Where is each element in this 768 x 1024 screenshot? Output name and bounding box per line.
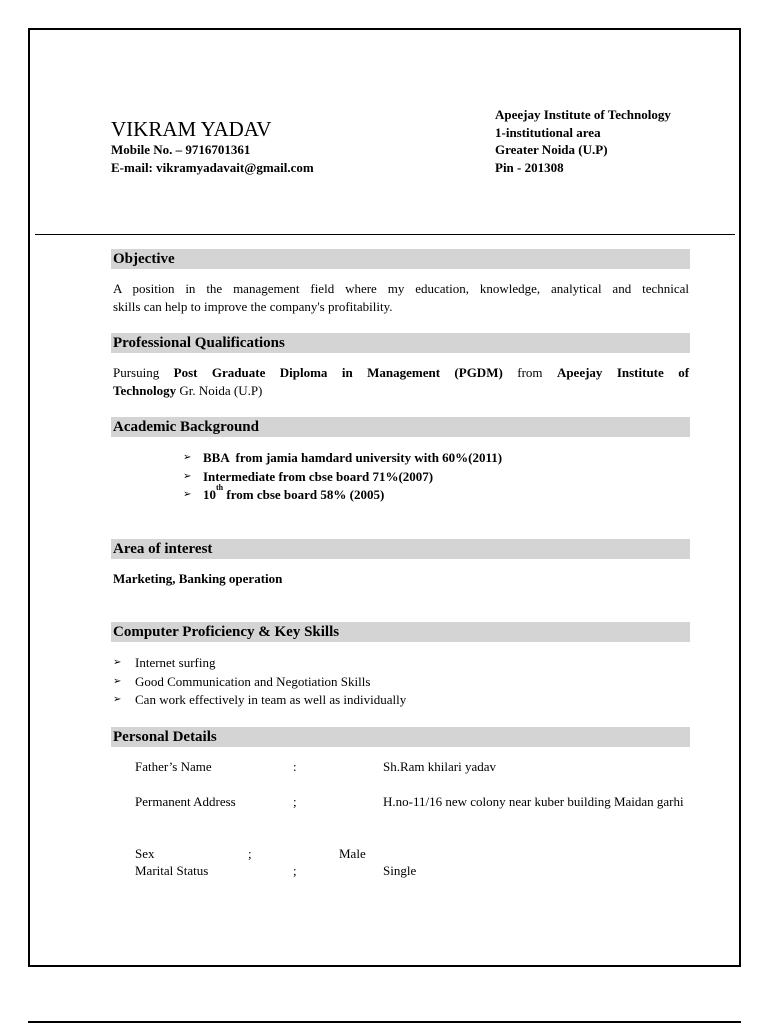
detail-separator: : <box>293 759 297 774</box>
arrow-bullet-icon <box>113 654 135 672</box>
detail-separator: ; <box>293 794 297 809</box>
professional-text <box>113 364 689 400</box>
area-of-interest-text: Marketing, Banking operation <box>113 571 283 586</box>
section-heading-personal-details: Personal Details <box>111 727 690 747</box>
list-item <box>183 483 385 504</box>
detail-label: Father’s Name <box>135 759 212 774</box>
header-divider <box>35 234 735 235</box>
detail-label: Marital Status <box>135 863 209 878</box>
grade-number: 10 <box>203 487 216 502</box>
detail-value: Male <box>339 846 366 861</box>
professional-line <box>113 364 689 382</box>
from-label: from <box>517 365 543 380</box>
detail-row-fathers-name <box>0 758 768 776</box>
arrow-bullet-icon <box>113 673 135 691</box>
list-item <box>183 449 502 467</box>
address-line-area: 1-institutional area <box>495 124 601 140</box>
section-heading-area-of-interest: Area of interest <box>111 539 690 559</box>
objective-line: A position in the management field where my education, knowledge, analytical and technical <box>113 281 689 296</box>
objective-text <box>113 280 689 316</box>
list-item <box>113 691 406 709</box>
academic-item-text: BBA from jamia hamdard university with 60%(2011) <box>203 450 503 465</box>
section-heading-computer-skills: Computer Proficiency & Key Skills <box>111 622 690 642</box>
detail-row-sex <box>0 845 768 863</box>
address-line-pin: Pin - 201308 <box>495 159 564 175</box>
section-heading-objective: Objective <box>111 249 690 269</box>
mobile-number: Mobile No. – 9716701361 <box>111 142 251 157</box>
professional-line <box>113 382 689 400</box>
academic-item-text <box>203 483 385 504</box>
arrow-bullet-icon <box>183 486 203 504</box>
email-address: E-mail: vikramyadavait@gmail.com <box>111 159 314 175</box>
objective-line: skills can help to improve the company's profitability. <box>113 299 393 314</box>
arrow-bullet-icon <box>183 449 203 467</box>
address-line-city: Greater Noida (U.P) <box>495 142 608 157</box>
arrow-bullet-icon <box>113 691 135 709</box>
detail-value: Sh.Ram khilari yadav <box>383 759 497 774</box>
program-name: Post Graduate Diploma in Management (PGDM) <box>173 365 503 380</box>
section-heading-academic-background: Academic Background <box>111 417 690 437</box>
detail-label: Permanent Address <box>135 794 236 809</box>
address-block <box>495 106 671 176</box>
detail-row-permanent-address <box>0 793 768 811</box>
academic-item-text: Intermediate from cbse board 71%(2007) <box>203 469 434 484</box>
detail-label: Sex <box>135 846 155 861</box>
arrow-bullet-icon <box>183 468 203 486</box>
institute-name: Technology <box>113 383 177 398</box>
detail-separator: ; <box>293 863 297 878</box>
academic-item-rest: from cbse board 58% (2005) <box>226 487 385 502</box>
skill-item-text: Can work effectively in team as well as individually <box>135 692 407 707</box>
contact-block <box>111 141 314 176</box>
skill-item-text: Good Communication and Negotiation Skills <box>135 674 371 689</box>
institute-name: Apeejay Institute of <box>556 365 690 380</box>
address-line-institute: Apeejay Institute of Technology <box>495 107 671 122</box>
ordinal-suffix: th <box>216 483 224 492</box>
skill-item-text: Internet surfing <box>135 655 216 670</box>
pursuing-label: Pursuing <box>113 365 160 380</box>
next-page-border <box>28 1021 741 1023</box>
institute-location: Gr. Noida (U.P) <box>179 383 263 398</box>
list-item <box>113 673 370 691</box>
detail-value: Single <box>383 863 417 878</box>
list-item <box>113 654 216 672</box>
detail-value: H.no-11/16 new colony near kuber building Maidan garhi <box>383 794 684 809</box>
detail-separator: ; <box>248 846 252 861</box>
section-heading-professional-qualifications: Professional Qualifications <box>111 333 690 353</box>
detail-row-marital-status <box>0 862 768 880</box>
candidate-name: VIKRAM YADAV <box>111 117 272 141</box>
